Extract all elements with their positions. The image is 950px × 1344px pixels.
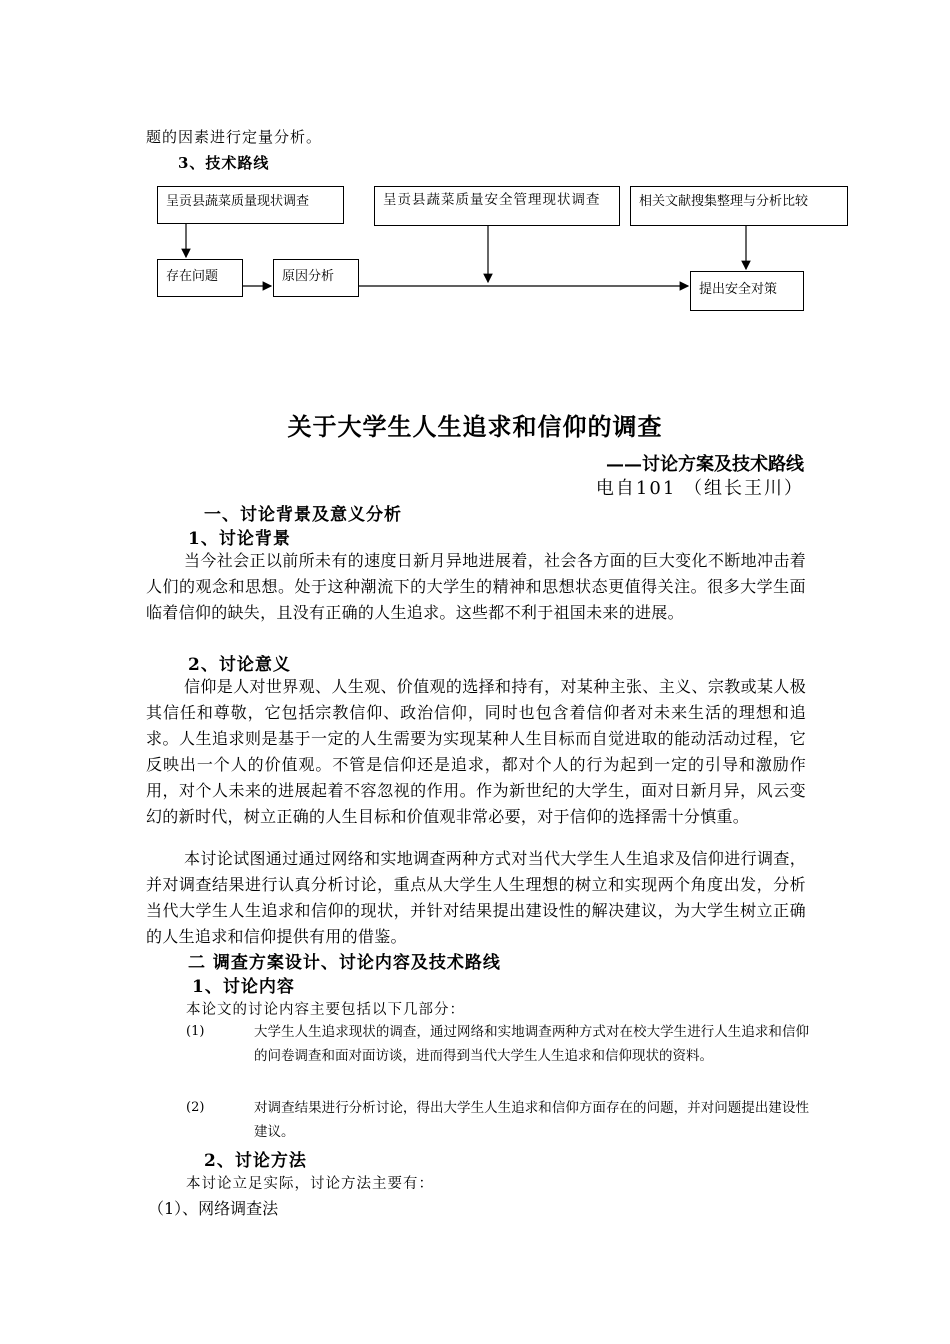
list-item-text: 对调查结果进行分析讨论，得出大学生人生追求和信仰方面存在的问题，并对问题提出建设性建议。: [254, 1100, 809, 1140]
page-title: 关于大学生人生追求和信仰的调查: [287, 412, 663, 441]
box-causes: 原因分析: [273, 259, 359, 297]
section1-sub2-text2: 本讨论试图通过通过网络和实地调查两种方式对当代大学生人生追求及信仰进行调查，并对调查结果进行认真分析讨论，重点从大学生人生理想的树立和实现两个角度出发，分析当代大学生人生追求和信仰的现状，并针对结果提出建设性的解决建议，为大学生树立正确的人生追求和信仰提供有用的借鉴。: [146, 849, 806, 946]
intro-line: 题的因素进行定量分析。: [146, 128, 323, 146]
section2-heading: 二 调查方案设计、讨论内容及技术路线: [188, 953, 501, 973]
list-item-text: 大学生人生追求现状的调查，通过网络和实地调查两种方式对在校大学生进行人生追求和信仰的问卷调查和面对面访谈，进而得到当代大学生人生追求和信仰现状的资料。: [254, 1024, 809, 1064]
author-line: 电自101 （组长王川）: [595, 478, 804, 499]
list-item-number: (2): [186, 1100, 205, 1115]
list-item-number: (1): [186, 1024, 205, 1039]
route-heading: 3、技术路线: [178, 154, 270, 172]
section1-sub1-text: 当今社会正以前所未有的速度日新月异地进展着，社会各方面的巨大变化不断地冲击着人们的观念和思想。处于这种潮流下的大学生的精神和思想状态更值得关注。很多大学生面临着信仰的缺失，且没有正确的人生追求。这些都不利于祖国未来的进展。: [146, 551, 806, 622]
box-problems: 存在问题: [157, 259, 243, 297]
subtitle: ——讨论方案及技术路线: [606, 454, 804, 475]
box-quality-survey: 呈贡县蔬菜质量现状调查: [157, 186, 344, 224]
section2-sub1-heading: 1、讨论内容: [192, 977, 295, 997]
section1-sub1-heading: 1、讨论背景: [188, 529, 291, 549]
box-literature: 相关文献搜集整理与分析比较: [630, 186, 848, 226]
section2-sub2-heading: 2、讨论方法: [204, 1151, 307, 1171]
box-countermeasures: 提出安全对策: [690, 271, 804, 311]
method-1: （1）、网络调查法: [148, 1199, 279, 1218]
section2-sub1-lead: 本论文的讨论内容主要包括以下几部分：: [186, 1002, 465, 1018]
flowchart-connectors: [0, 0, 950, 330]
section2-sub2-lead: 本讨论立足实际，讨论方法主要有：: [186, 1176, 434, 1192]
section1-heading: 一、讨论背景及意义分析: [204, 505, 402, 525]
box-management-survey: 呈贡县蔬菜质量安全管理现状调查: [374, 186, 620, 226]
section1-sub2-text1: 信仰是人对世界观、人生观、价值观的选择和持有，对某种主张、主义、宗教或某人极其信任和尊敬，它包括宗教信仰、政治信仰，同时也包含着信仰者对未来生活的理想和追求。人生追求则是基于一定的人生需要为实现某种人生目标而自觉进取的能动活动过程，它反映出一个人的价值观。不管是信仰还是追求，都对个人的行为起到一定的引导和激励作用，对个人未来的进展起着不容忽视的作用。作为新世纪的大学生，面对日新月异，风云变幻的新时代，树立正确的人生目标和价值观非常必要，对于信仰的选择需十分慎重。: [146, 677, 806, 826]
section1-sub2-heading: 2、讨论意义: [188, 655, 291, 675]
